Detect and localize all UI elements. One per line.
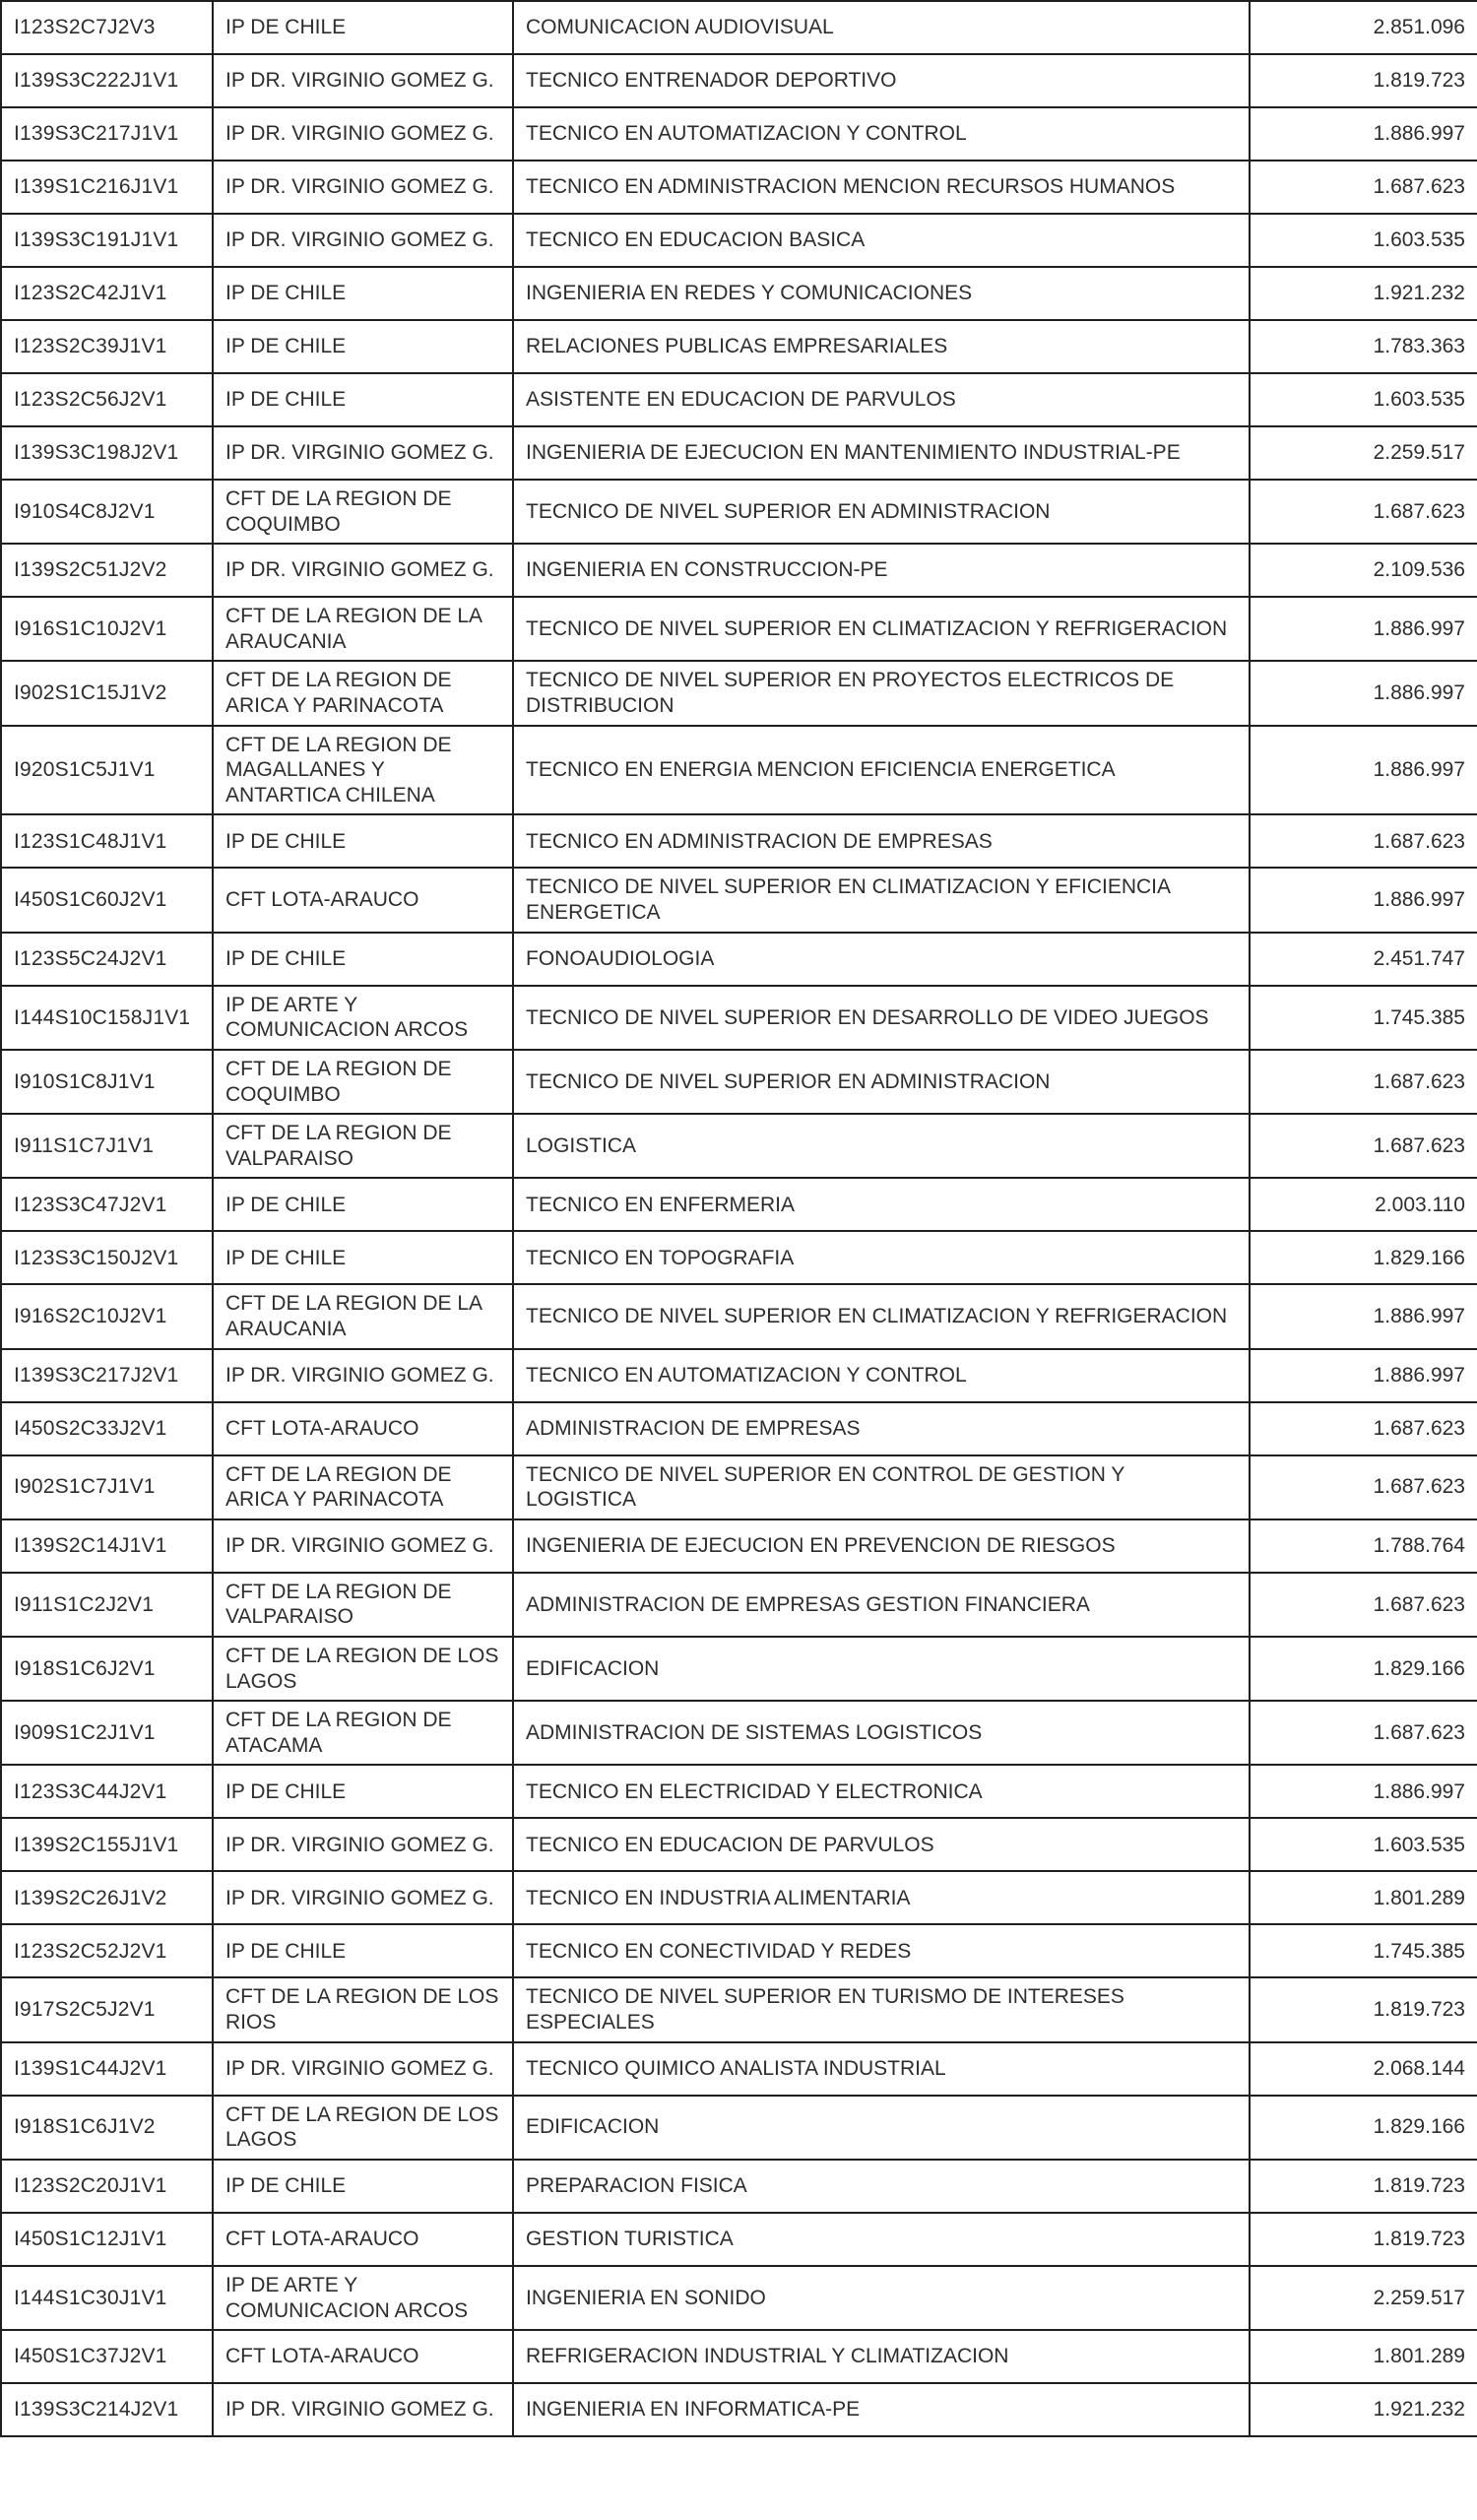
program-name-cell: TECNICO DE NIVEL SUPERIOR EN CLIMATIZACION Y REFRIGERACION xyxy=(513,597,1250,661)
table-row xyxy=(1,2042,1477,2096)
program-name-cell: TECNICO DE NIVEL SUPERIOR EN PROYECTOS ELECTRICOS DE DISTRIBUCION xyxy=(513,661,1250,725)
table-row xyxy=(1,2266,1477,2330)
program-code-cell: I123S2C39J1V1 xyxy=(1,320,213,373)
program-code-cell: I450S2C33J2V1 xyxy=(1,1402,213,1455)
program-amount-cell: 1.783.363 xyxy=(1250,320,1477,373)
institution-name-cell: IP DR. VIRGINIO GOMEZ G. xyxy=(213,1818,513,1871)
program-amount-cell: 1.886.997 xyxy=(1250,1349,1477,1402)
program-amount-cell: 1.745.385 xyxy=(1250,986,1477,1050)
institution-name-cell: CFT DE LA REGION DE COQUIMBO xyxy=(213,1050,513,1114)
program-amount-cell: 2.259.517 xyxy=(1250,426,1477,480)
program-amount-cell: 1.687.623 xyxy=(1250,1050,1477,1114)
institution-name-cell: IP DR. VIRGINIO GOMEZ G. xyxy=(213,544,513,597)
program-name-cell: TECNICO EN AUTOMATIZACION Y CONTROL xyxy=(513,107,1250,161)
program-amount-cell: 1.886.997 xyxy=(1250,1765,1477,1818)
program-name-cell: EDIFICACION xyxy=(513,1637,1250,1701)
program-name-cell: TECNICO EN ENERGIA MENCION EFICIENCIA ENERGETICA xyxy=(513,726,1250,815)
institution-name-cell: CFT DE LA REGION DE COQUIMBO xyxy=(213,480,513,544)
table-row xyxy=(1,1178,1477,1231)
program-code-cell: I123S2C7J2V3 xyxy=(1,1,213,54)
program-name-cell: TECNICO EN ELECTRICIDAD Y ELECTRONICA xyxy=(513,1765,1250,1818)
program-amount-cell: 1.886.997 xyxy=(1250,868,1477,932)
table-row xyxy=(1,868,1477,932)
institution-name-cell: IP DR. VIRGINIO GOMEZ G. xyxy=(213,107,513,161)
program-code-cell: I139S2C51J2V2 xyxy=(1,544,213,597)
table-row xyxy=(1,2213,1477,2266)
institution-name-cell: IP DR. VIRGINIO GOMEZ G. xyxy=(213,161,513,214)
program-name-cell: TECNICO DE NIVEL SUPERIOR EN TURISMO DE INTERESES ESPECIALES xyxy=(513,1977,1250,2041)
program-amount-cell: 1.687.623 xyxy=(1250,1402,1477,1455)
program-code-cell: I144S10C158J1V1 xyxy=(1,986,213,1050)
institution-name-cell: IP DE CHILE xyxy=(213,2160,513,2213)
program-amount-cell: 1.603.535 xyxy=(1250,214,1477,267)
institution-name-cell: CFT DE LA REGION DE ARICA Y PARINACOTA xyxy=(213,1455,513,1519)
institution-name-cell: IP DE CHILE xyxy=(213,1924,513,1977)
program-name-cell: TECNICO EN ADMINISTRACION MENCION RECURSOS HUMANOS xyxy=(513,161,1250,214)
table-row xyxy=(1,1701,1477,1765)
program-name-cell: FONOAUDIOLOGIA xyxy=(513,933,1250,986)
program-amount-cell: 1.886.997 xyxy=(1250,107,1477,161)
institution-name-cell: CFT LOTA-ARAUCO xyxy=(213,868,513,932)
program-amount-cell: 1.687.623 xyxy=(1250,814,1477,868)
program-name-cell: EDIFICACION xyxy=(513,2096,1250,2160)
program-name-cell: TECNICO DE NIVEL SUPERIOR EN CLIMATIZACION Y REFRIGERACION xyxy=(513,1284,1250,1348)
program-code-cell: I909S1C2J1V1 xyxy=(1,1701,213,1765)
table-row xyxy=(1,54,1477,107)
program-name-cell: GESTION TURISTICA xyxy=(513,2213,1250,2266)
program-code-cell: I920S1C5J1V1 xyxy=(1,726,213,815)
program-name-cell: TECNICO DE NIVEL SUPERIOR EN CLIMATIZACION Y EFICIENCIA ENERGETICA xyxy=(513,868,1250,932)
table-row xyxy=(1,2160,1477,2213)
institution-name-cell: CFT DE LA REGION DE LOS LAGOS xyxy=(213,2096,513,2160)
program-amount-cell: 1.788.764 xyxy=(1250,1519,1477,1573)
program-code-cell: I139S3C198J2V1 xyxy=(1,426,213,480)
program-amount-cell: 1.687.623 xyxy=(1250,161,1477,214)
institution-name-cell: CFT LOTA-ARAUCO xyxy=(213,1402,513,1455)
table-row xyxy=(1,1519,1477,1573)
program-name-cell: INGENIERIA EN SONIDO xyxy=(513,2266,1250,2330)
program-name-cell: TECNICO EN TOPOGRAFIA xyxy=(513,1231,1250,1284)
program-amount-cell: 2.851.096 xyxy=(1250,1,1477,54)
program-code-cell: I911S1C7J1V1 xyxy=(1,1114,213,1178)
program-amount-cell: 1.829.166 xyxy=(1250,1231,1477,1284)
program-amount-cell: 1.886.997 xyxy=(1250,726,1477,815)
program-code-cell: I910S1C8J1V1 xyxy=(1,1050,213,1114)
institution-name-cell: IP DR. VIRGINIO GOMEZ G. xyxy=(213,1871,513,1924)
program-code-cell: I139S2C14J1V1 xyxy=(1,1519,213,1573)
institution-name-cell: IP DE CHILE xyxy=(213,267,513,320)
table-row xyxy=(1,933,1477,986)
program-code-cell: I918S1C6J1V2 xyxy=(1,2096,213,2160)
institution-name-cell: IP DE CHILE xyxy=(213,1178,513,1231)
table-row xyxy=(1,2096,1477,2160)
program-name-cell: LOGISTICA xyxy=(513,1114,1250,1178)
program-amount-cell: 1.687.623 xyxy=(1250,1114,1477,1178)
table-row xyxy=(1,2330,1477,2383)
program-amount-cell: 1.921.232 xyxy=(1250,2383,1477,2436)
institution-name-cell: CFT DE LA REGION DE VALPARAISO xyxy=(213,1573,513,1637)
table-row xyxy=(1,1818,1477,1871)
table-row xyxy=(1,726,1477,815)
program-name-cell: INGENIERIA EN INFORMATICA-PE xyxy=(513,2383,1250,2436)
program-amount-cell: 1.886.997 xyxy=(1250,1284,1477,1348)
table-row xyxy=(1,1977,1477,2041)
program-amount-cell: 1.886.997 xyxy=(1250,661,1477,725)
program-code-cell: I139S3C222J1V1 xyxy=(1,54,213,107)
program-amount-cell: 2.068.144 xyxy=(1250,2042,1477,2096)
program-amount-cell: 2.259.517 xyxy=(1250,2266,1477,2330)
program-code-cell: I144S1C30J1V1 xyxy=(1,2266,213,2330)
table-row xyxy=(1,214,1477,267)
institution-name-cell: IP DE CHILE xyxy=(213,933,513,986)
program-name-cell: ASISTENTE EN EDUCACION DE PARVULOS xyxy=(513,373,1250,426)
program-code-cell: I139S1C44J2V1 xyxy=(1,2042,213,2096)
program-amount-cell: 1.829.166 xyxy=(1250,2096,1477,2160)
institution-name-cell: CFT LOTA-ARAUCO xyxy=(213,2330,513,2383)
table-body xyxy=(1,1,1477,2436)
institution-name-cell: CFT DE LA REGION DE MAGALLANES Y ANTARTICA CHILENA xyxy=(213,726,513,815)
institution-name-cell: IP DE ARTE Y COMUNICACION ARCOS xyxy=(213,2266,513,2330)
program-name-cell: TECNICO EN ENFERMERIA xyxy=(513,1178,1250,1231)
institution-name-cell: CFT DE LA REGION DE LOS RIOS xyxy=(213,1977,513,2041)
program-name-cell: TECNICO ENTRENADOR DEPORTIVO xyxy=(513,54,1250,107)
program-name-cell: INGENIERIA DE EJECUCION EN PREVENCION DE RIESGOS xyxy=(513,1519,1250,1573)
program-code-cell: I902S1C7J1V1 xyxy=(1,1455,213,1519)
program-name-cell: PREPARACION FISICA xyxy=(513,2160,1250,2213)
program-code-cell: I902S1C15J1V2 xyxy=(1,661,213,725)
table-row xyxy=(1,373,1477,426)
table-row xyxy=(1,1,1477,54)
table-row xyxy=(1,814,1477,868)
institution-name-cell: IP DE CHILE xyxy=(213,814,513,868)
program-code-cell: I123S3C44J2V1 xyxy=(1,1765,213,1818)
table-row xyxy=(1,1871,1477,1924)
institution-name-cell: IP DR. VIRGINIO GOMEZ G. xyxy=(213,1519,513,1573)
program-name-cell: INGENIERIA EN REDES Y COMUNICACIONES xyxy=(513,267,1250,320)
table-row xyxy=(1,1455,1477,1519)
program-amount-cell: 1.603.535 xyxy=(1250,373,1477,426)
institution-name-cell: CFT DE LA REGION DE ATACAMA xyxy=(213,1701,513,1765)
institution-name-cell: CFT DE LA REGION DE LA ARAUCANIA xyxy=(213,1284,513,1348)
program-amount-cell: 1.687.623 xyxy=(1250,1701,1477,1765)
table-row xyxy=(1,986,1477,1050)
table-row xyxy=(1,1231,1477,1284)
table-row xyxy=(1,1349,1477,1402)
program-name-cell: ADMINISTRACION DE EMPRESAS GESTION FINANCIERA xyxy=(513,1573,1250,1637)
institution-name-cell: IP DE CHILE xyxy=(213,1231,513,1284)
program-name-cell: TECNICO EN EDUCACION DE PARVULOS xyxy=(513,1818,1250,1871)
program-code-cell: I123S3C150J2V1 xyxy=(1,1231,213,1284)
program-amount-cell: 2.109.536 xyxy=(1250,544,1477,597)
program-amount-cell: 1.921.232 xyxy=(1250,267,1477,320)
program-amount-cell: 1.687.623 xyxy=(1250,1455,1477,1519)
table-row xyxy=(1,426,1477,480)
program-name-cell: TECNICO DE NIVEL SUPERIOR EN DESARROLLO DE VIDEO JUEGOS xyxy=(513,986,1250,1050)
program-amount-cell: 1.886.997 xyxy=(1250,597,1477,661)
program-amount-cell: 1.801.289 xyxy=(1250,2330,1477,2383)
program-code-cell: I918S1C6J2V1 xyxy=(1,1637,213,1701)
institution-name-cell: CFT DE LA REGION DE VALPARAISO xyxy=(213,1114,513,1178)
table-row xyxy=(1,1637,1477,1701)
program-code-cell: I910S4C8J2V1 xyxy=(1,480,213,544)
program-name-cell: TECNICO EN INDUSTRIA ALIMENTARIA xyxy=(513,1871,1250,1924)
table-row xyxy=(1,1402,1477,1455)
table-row xyxy=(1,1924,1477,1977)
program-code-cell: I139S2C26J1V2 xyxy=(1,1871,213,1924)
program-code-cell: I139S3C217J2V1 xyxy=(1,1349,213,1402)
table-row xyxy=(1,267,1477,320)
program-name-cell: REFRIGERACION INDUSTRIAL Y CLIMATIZACION xyxy=(513,2330,1250,2383)
program-code-cell: I123S5C24J2V1 xyxy=(1,933,213,986)
institution-name-cell: CFT DE LA REGION DE LOS LAGOS xyxy=(213,1637,513,1701)
table-row xyxy=(1,661,1477,725)
program-name-cell: TECNICO EN AUTOMATIZACION Y CONTROL xyxy=(513,1349,1250,1402)
program-code-cell: I123S2C20J1V1 xyxy=(1,2160,213,2213)
table-row xyxy=(1,1573,1477,1637)
program-code-cell: I450S1C12J1V1 xyxy=(1,2213,213,2266)
program-code-cell: I139S3C217J1V1 xyxy=(1,107,213,161)
program-code-cell: I123S2C56J2V1 xyxy=(1,373,213,426)
program-code-cell: I123S3C47J2V1 xyxy=(1,1178,213,1231)
program-name-cell: TECNICO DE NIVEL SUPERIOR EN CONTROL DE GESTION Y LOGISTICA xyxy=(513,1455,1250,1519)
program-amount-cell: 1.819.723 xyxy=(1250,54,1477,107)
institution-name-cell: IP DR. VIRGINIO GOMEZ G. xyxy=(213,2383,513,2436)
program-name-cell: RELACIONES PUBLICAS EMPRESARIALES xyxy=(513,320,1250,373)
program-name-cell: INGENIERIA EN CONSTRUCCION-PE xyxy=(513,544,1250,597)
institution-name-cell: CFT DE LA REGION DE LA ARAUCANIA xyxy=(213,597,513,661)
table-row xyxy=(1,2383,1477,2436)
program-name-cell: TECNICO EN EDUCACION BASICA xyxy=(513,214,1250,267)
institution-name-cell: IP DE CHILE xyxy=(213,1,513,54)
program-amount-cell: 1.829.166 xyxy=(1250,1637,1477,1701)
institution-name-cell: CFT DE LA REGION DE ARICA Y PARINACOTA xyxy=(213,661,513,725)
program-code-cell: I916S1C10J2V1 xyxy=(1,597,213,661)
program-code-cell: I916S2C10J2V1 xyxy=(1,1284,213,1348)
program-name-cell: TECNICO DE NIVEL SUPERIOR EN ADMINISTRACION xyxy=(513,480,1250,544)
table-row xyxy=(1,544,1477,597)
table-row xyxy=(1,1765,1477,1818)
institution-name-cell: CFT LOTA-ARAUCO xyxy=(213,2213,513,2266)
program-code-cell: I917S2C5J2V1 xyxy=(1,1977,213,2041)
program-code-cell: I123S2C42J1V1 xyxy=(1,267,213,320)
program-name-cell: TECNICO EN ADMINISTRACION DE EMPRESAS xyxy=(513,814,1250,868)
program-name-cell: ADMINISTRACION DE EMPRESAS xyxy=(513,1402,1250,1455)
table-row xyxy=(1,1050,1477,1114)
institution-name-cell: IP DR. VIRGINIO GOMEZ G. xyxy=(213,54,513,107)
institution-name-cell: IP DE CHILE xyxy=(213,320,513,373)
program-code-cell: I123S2C52J2V1 xyxy=(1,1924,213,1977)
program-name-cell: TECNICO DE NIVEL SUPERIOR EN ADMINISTRACION xyxy=(513,1050,1250,1114)
program-amount-cell: 1.603.535 xyxy=(1250,1818,1477,1871)
table-row xyxy=(1,320,1477,373)
table-row xyxy=(1,480,1477,544)
program-name-cell: INGENIERIA DE EJECUCION EN MANTENIMIENTO INDUSTRIAL-PE xyxy=(513,426,1250,480)
institution-name-cell: IP DE CHILE xyxy=(213,1765,513,1818)
program-code-cell: I139S1C216J1V1 xyxy=(1,161,213,214)
program-amount-cell: 1.819.723 xyxy=(1250,2213,1477,2266)
institution-name-cell: IP DE CHILE xyxy=(213,373,513,426)
institution-name-cell: IP DR. VIRGINIO GOMEZ G. xyxy=(213,2042,513,2096)
program-amount-cell: 1.745.385 xyxy=(1250,1924,1477,1977)
program-name-cell: TECNICO EN CONECTIVIDAD Y REDES xyxy=(513,1924,1250,1977)
program-amount-cell: 1.819.723 xyxy=(1250,1977,1477,2041)
program-code-cell: I139S2C155J1V1 xyxy=(1,1818,213,1871)
program-amount-cell: 1.687.623 xyxy=(1250,1573,1477,1637)
program-amount-cell: 2.003.110 xyxy=(1250,1178,1477,1231)
program-amount-cell: 1.801.289 xyxy=(1250,1871,1477,1924)
table-row xyxy=(1,597,1477,661)
program-code-cell: I911S1C2J2V1 xyxy=(1,1573,213,1637)
program-amount-cell: 2.451.747 xyxy=(1250,933,1477,986)
table-row xyxy=(1,1114,1477,1178)
program-amount-cell: 1.819.723 xyxy=(1250,2160,1477,2213)
program-code-cell: I139S3C191J1V1 xyxy=(1,214,213,267)
institution-name-cell: IP DE ARTE Y COMUNICACION ARCOS xyxy=(213,986,513,1050)
program-code-cell: I450S1C60J2V1 xyxy=(1,868,213,932)
program-name-cell: COMUNICACION AUDIOVISUAL xyxy=(513,1,1250,54)
table-row xyxy=(1,107,1477,161)
table-row xyxy=(1,1284,1477,1348)
program-code-cell: I123S1C48J1V1 xyxy=(1,814,213,868)
program-code-cell: I139S3C214J2V1 xyxy=(1,2383,213,2436)
program-name-cell: TECNICO QUIMICO ANALISTA INDUSTRIAL xyxy=(513,2042,1250,2096)
institution-name-cell: IP DR. VIRGINIO GOMEZ G. xyxy=(213,426,513,480)
program-code-cell: I450S1C37J2V1 xyxy=(1,2330,213,2383)
institution-name-cell: IP DR. VIRGINIO GOMEZ G. xyxy=(213,214,513,267)
institution-name-cell: IP DR. VIRGINIO GOMEZ G. xyxy=(213,1349,513,1402)
program-amount-cell: 1.687.623 xyxy=(1250,480,1477,544)
table-row xyxy=(1,161,1477,214)
program-name-cell: ADMINISTRACION DE SISTEMAS LOGISTICOS xyxy=(513,1701,1250,1765)
